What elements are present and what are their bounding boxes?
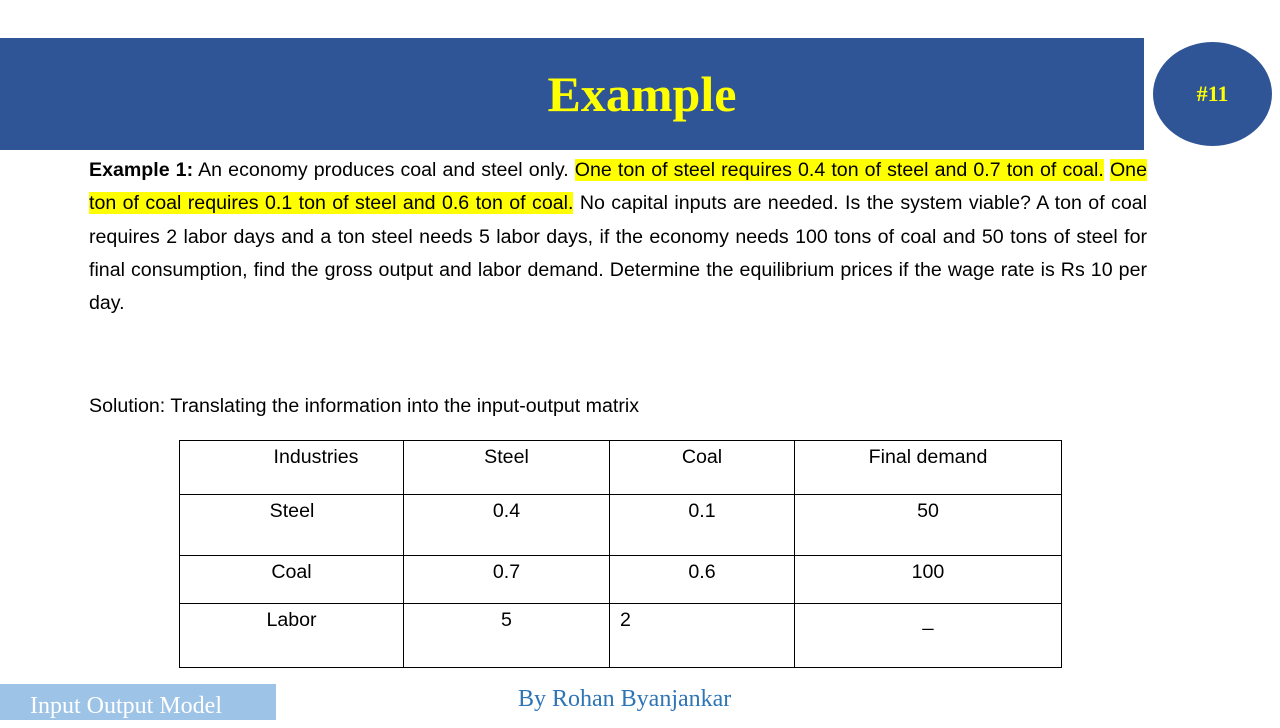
footer-author: By Rohan Byanjankar — [518, 686, 732, 712]
table-header-row — [180, 441, 1062, 495]
text-segment: No capital inputs are needed. Is the system viable? A ton of coal requires 2 labor days and a ton steel needs 5 labor days, if the economy needs 100 tons of coal and 50 tons of steel for final consumption, find the gross output and labor demand. Determine the equilibrium prices if the wage rate is Rs 10 per day. — [89, 192, 1148, 315]
title-banner — [0, 38, 1144, 150]
table-cell: 50 — [795, 495, 1062, 556]
slide-number-badge: #11 — [1153, 42, 1272, 146]
header-cell: Steel — [404, 441, 610, 495]
footer-topic: Input Output Model — [0, 684, 276, 720]
table-cell: _ — [795, 604, 1062, 668]
table-cell: 0.4 — [404, 495, 610, 556]
slide-title: Example — [547, 66, 737, 122]
problem-statement — [89, 154, 1147, 320]
input-output-table — [179, 440, 1062, 668]
table-cell: 0.7 — [404, 556, 610, 604]
highlighted-text: One ton of coal requires 0.1 ton of steel and 0.6 ton of coal. — [89, 159, 1147, 215]
problem-label: Example 1: — [89, 159, 194, 181]
highlighted-text: One ton of steel requires 0.4 ton of steel and 0.7 ton of coal. — [574, 159, 1104, 181]
table-cell: 0.6 — [610, 556, 795, 604]
table-cell: Steel — [180, 495, 404, 556]
table-row — [180, 604, 1062, 668]
solution-text: Solution: Translating the information into the input-output matrix — [89, 395, 640, 417]
header-cell: Coal — [610, 441, 795, 495]
table-cell: 100 — [795, 556, 1062, 604]
table-cell: 2 — [610, 604, 795, 668]
table-cell: 5 — [404, 604, 610, 668]
header-cell: Final demand — [795, 441, 1062, 495]
table-cell: 0.1 — [610, 495, 795, 556]
text-segment: An economy produces coal and steel only. — [193, 159, 575, 181]
table-cell: Coal — [180, 556, 404, 604]
table-row — [180, 556, 1062, 604]
table-cell: Labor — [180, 604, 404, 668]
table-row — [180, 495, 1062, 556]
header-cell: Industries — [180, 441, 404, 495]
